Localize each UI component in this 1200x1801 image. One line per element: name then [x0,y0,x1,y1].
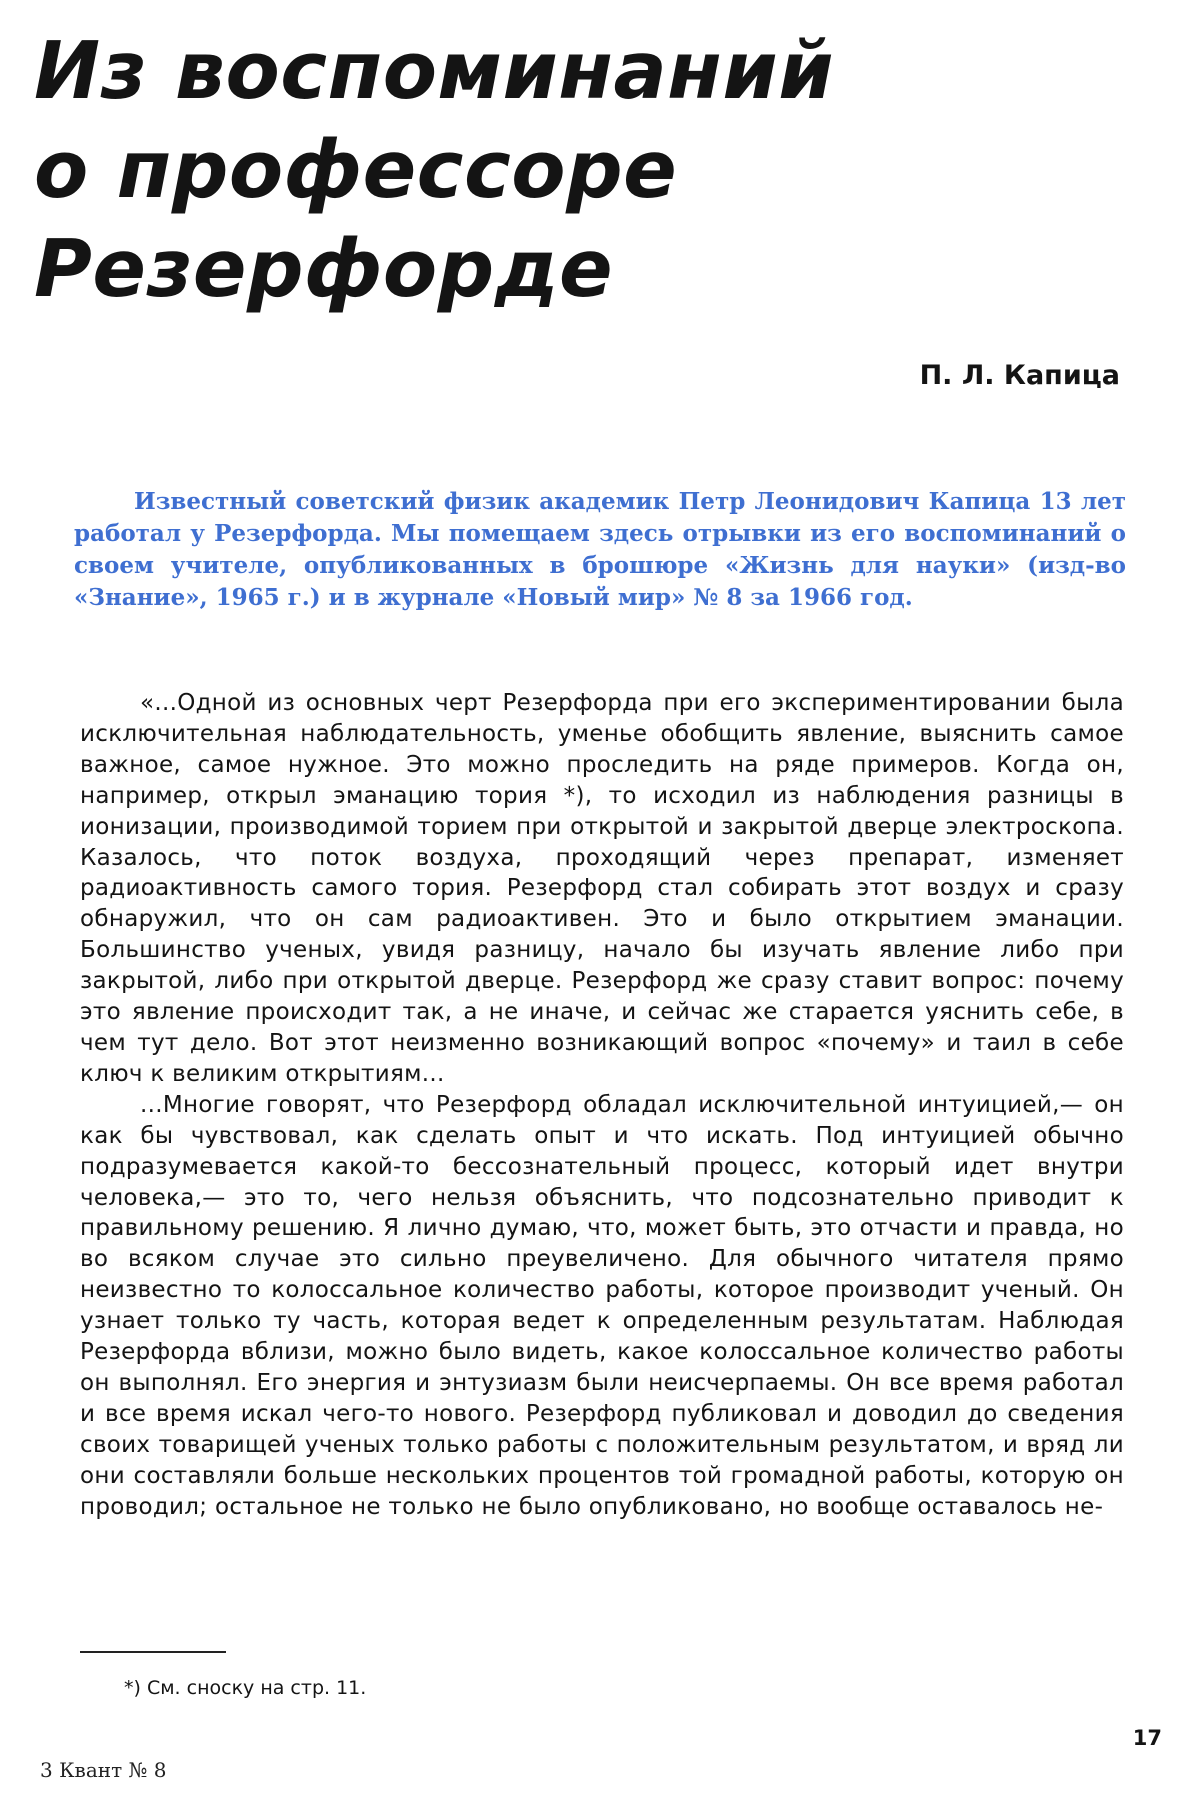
footnote-divider [80,1651,226,1653]
title-line-2: о профессоре [34,124,678,216]
editorial-intro: Известный советский физик академик Петр Леонидович Капица 13 лет работал у Резерфорда. Мы помещаем здесь отрывки из его воспоминаний о своем учителе, опубликованных в брошюре «Жизнь для науки» (изд-во «Знание», 1965 г.) и в журнале «Новый мир» № 8 за 1966 год. [74,488,1126,611]
title-line-1: Из воспоминаний [34,25,835,117]
article-title [34,22,1034,319]
article-author: П. Л. Капица [919,360,1120,391]
article-body [80,688,1124,1522]
body-paragraph-1: «...Одной из основных черт Резерфорда при его экспериментировании была исключительная наблюдательность, уменье обобщить явление, выяснить самое важное, самое нужное. Это можно проследить на ряде примеров. Когда он, например, открыл эманацию тория *), то исходил из наблюдения разницы в ионизации, производимой торием при открытой и закрытой дверце электроскопа. Казалось, что поток воздуха, проходящий через препарат, изменяет радиоактивность самого тория. Резерфорд стал собирать этот воздух и сразу обнаружил, что он сам радиоактивен. Это и было открытием эманации. Большинство ученых, увидя разницу, начало бы изучать явление либо при закрытой, либо при открытой дверце. Резерфорд же сразу ставит вопрос: почему это явление происходит так, а не иначе, и сейчас же старается уяснить себе, в чем тут дело. Вот этот неизменно возникающий вопрос «почему» и таил в себе ключ к великим открытиям... [80,690,1124,1087]
printer-signature: 3 Квант № 8 [40,1758,167,1782]
title-line-3: Резерфорде [34,223,614,315]
body-paragraph-2: ...Многие говорят, что Резерфорд обладал исключительной интуицией,— он как бы чувствовал, как сделать опыт и что искать. Под интуицией обычно подразумевается какой-то бессознательный процесс, который идет внутри человека,— это то, чего нельзя объяснить, что подсознательно приводит к правильному решению. Я лично думаю, что, может быть, это отчасти и правда, но во всяком случае это сильно преувеличено. Для обычного читателя прямо неизвестно то колоссальное количество работы, которое производит ученый. Он узнает только ту часть, которая ведет к определенным результатам. Наблюдая Резерфорда вблизи, можно было видеть, какое колоссальное количество работы он выполнял. Его энергия и энтузиазм были неисчерпаемы. Он все время работал и все время искал чего-то нового. Резерфорд публиковал и доводил до сведения своих товарищей ученых только работы с положительным результатом, и вряд ли они составляли больше нескольких процентов той громадной работы, которую он проводил; остальное не только не было опубликовано, но вообще оставалось не- [80,1091,1124,1520]
footnote: *) См. сноску на стр. 11. [124,1677,367,1699]
page-number: 17 [1132,1726,1162,1750]
